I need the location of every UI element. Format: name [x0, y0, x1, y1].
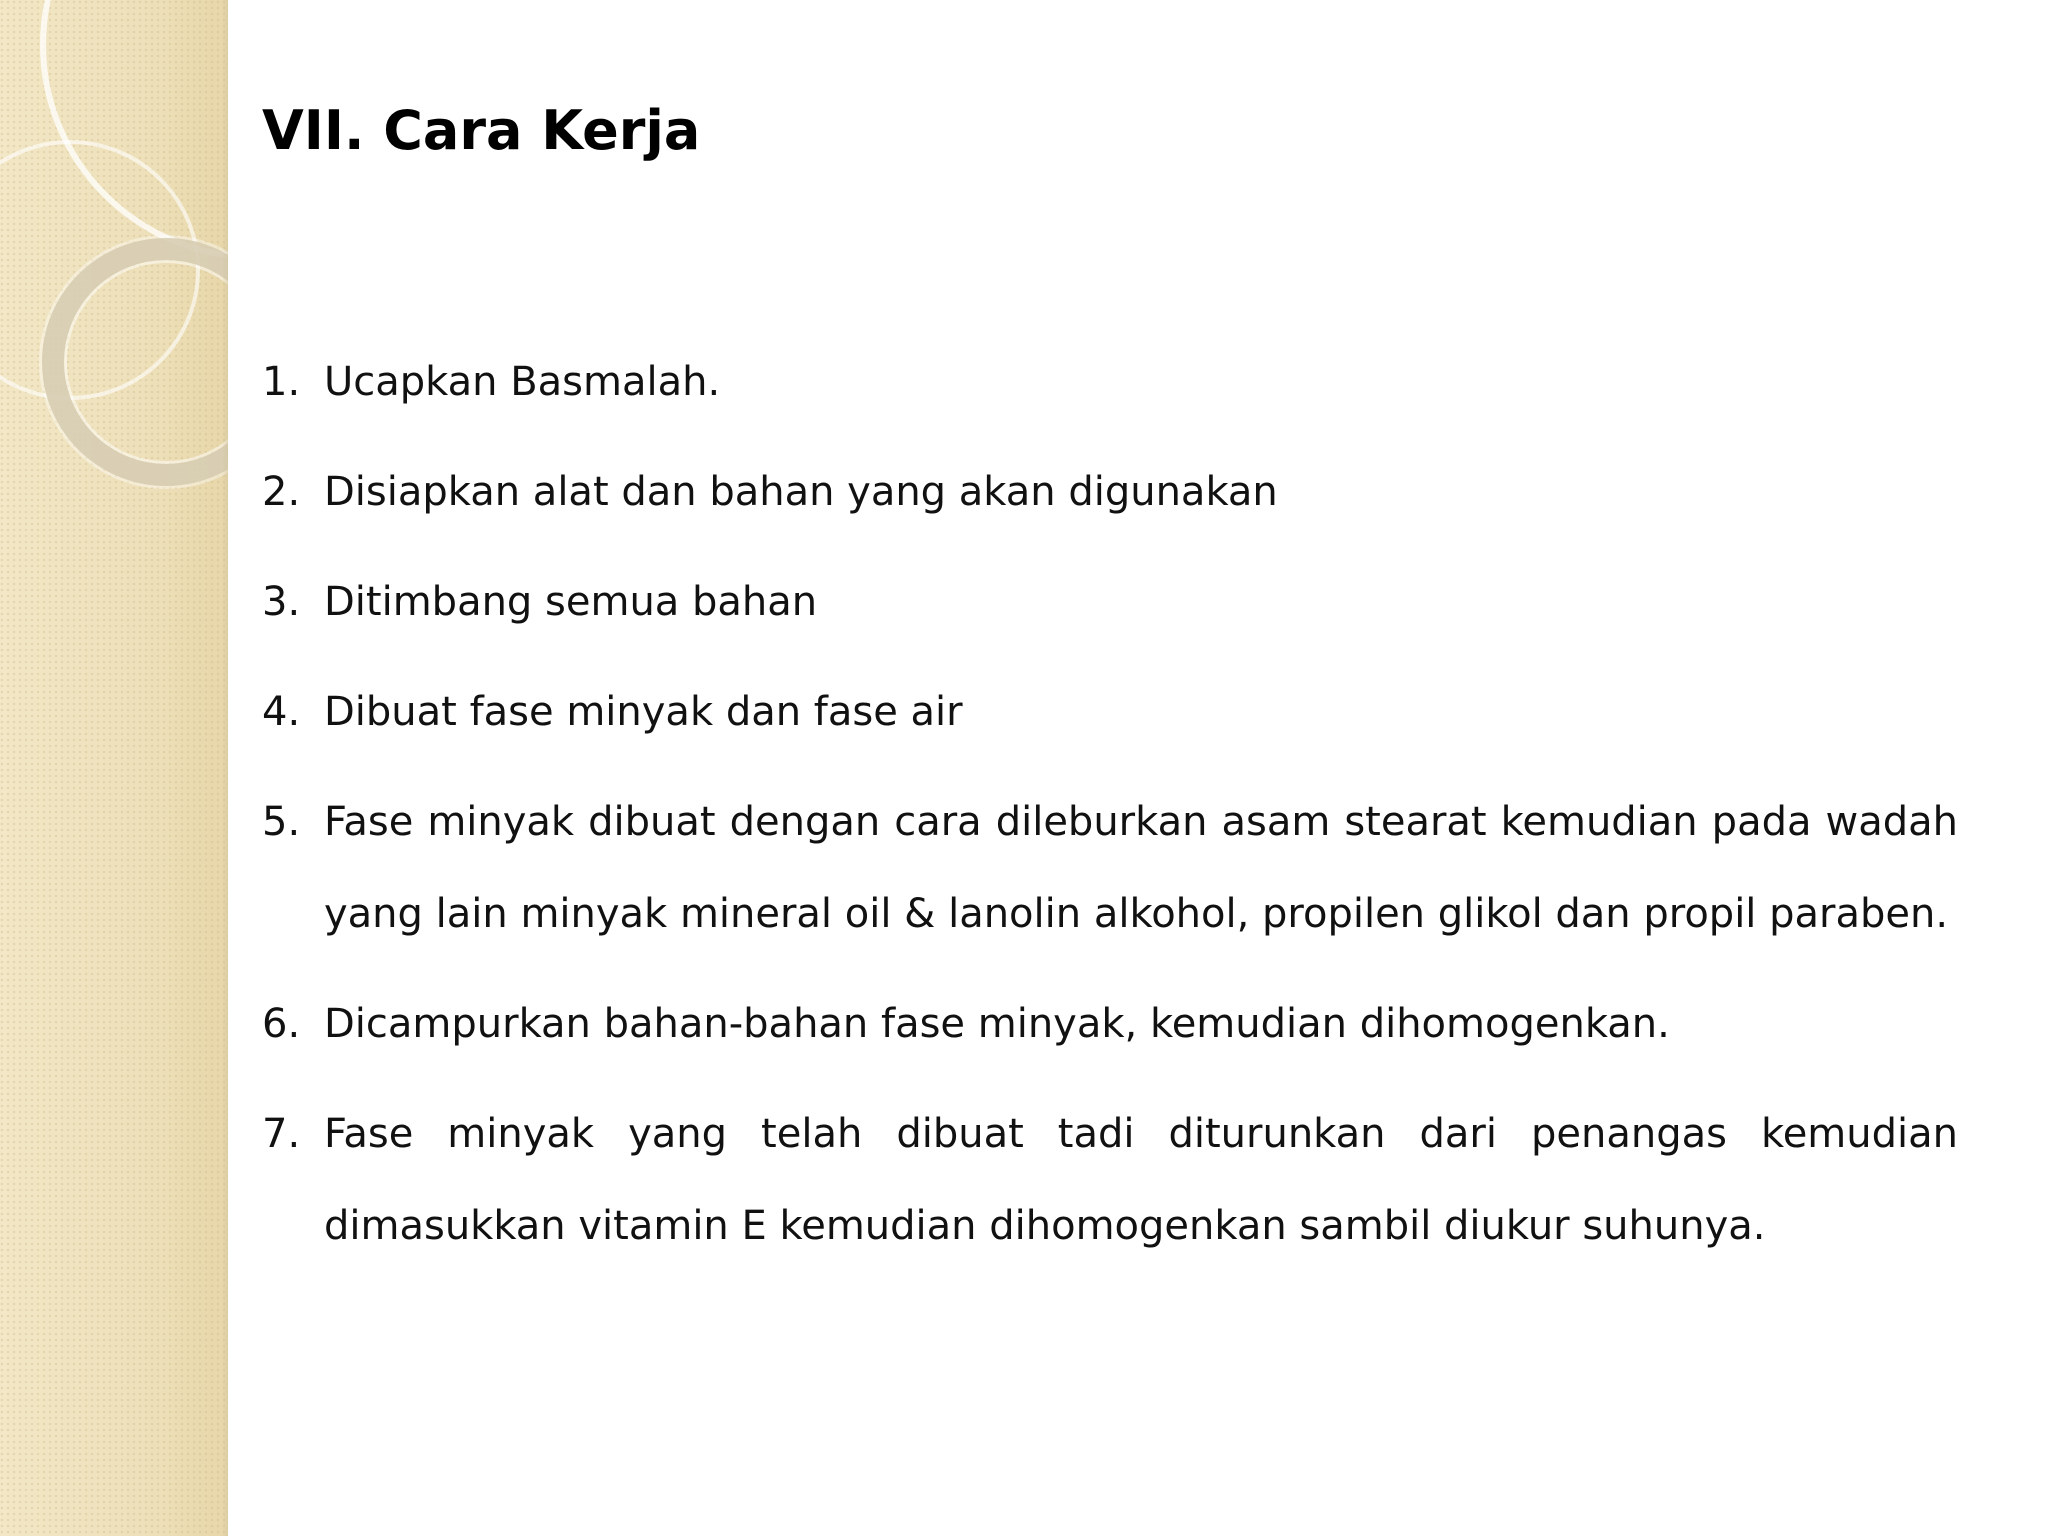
list-item-text: Dibuat fase minyak dan fase air: [324, 689, 963, 735]
list-item: [262, 978, 1958, 1070]
list-item-number: 5.: [262, 799, 301, 845]
list-item: [262, 776, 1958, 960]
list-item: [262, 666, 1958, 758]
list-item-text: Ditimbang semua bahan: [324, 579, 818, 625]
list-item-number: 1.: [262, 359, 301, 405]
list-item-text: Disiapkan alat dan bahan yang akan digunakan: [324, 469, 1278, 515]
list-item-number: 2.: [262, 469, 301, 515]
list-item-number: 4.: [262, 689, 301, 735]
list-item-text: Fase minyak dibuat dengan cara dileburkan asam stearat kemudian pada wadah yang lain minyak mineral oil & lanolin alkohol, propilen glikol dan propil paraben.: [324, 799, 1958, 937]
list-item-text: Fase minyak yang telah dibuat tadi diturunkan dari penangas kemudian dimasukkan vitamin E kemudian dihomogenkan sambil diukur suhunya.: [324, 1111, 1958, 1249]
list-item: [262, 446, 1958, 538]
list-item-number: 7.: [262, 1111, 301, 1157]
list-item: [262, 1088, 1958, 1272]
slide-content: [262, 0, 1958, 1536]
list-item: [262, 556, 1958, 648]
list-item: [262, 336, 1958, 428]
list-item-number: 6.: [262, 1001, 301, 1047]
decorative-side-band: [0, 0, 228, 1536]
list-item-text: Dicampurkan bahan-bahan fase minyak, kemudian dihomogenkan.: [324, 1001, 1670, 1047]
list-item-text: Ucapkan Basmalah.: [324, 359, 721, 405]
list-item-number: 3.: [262, 579, 301, 625]
slide-title: VII. Cara Kerja: [262, 99, 701, 162]
steps-list: [262, 336, 1958, 1290]
